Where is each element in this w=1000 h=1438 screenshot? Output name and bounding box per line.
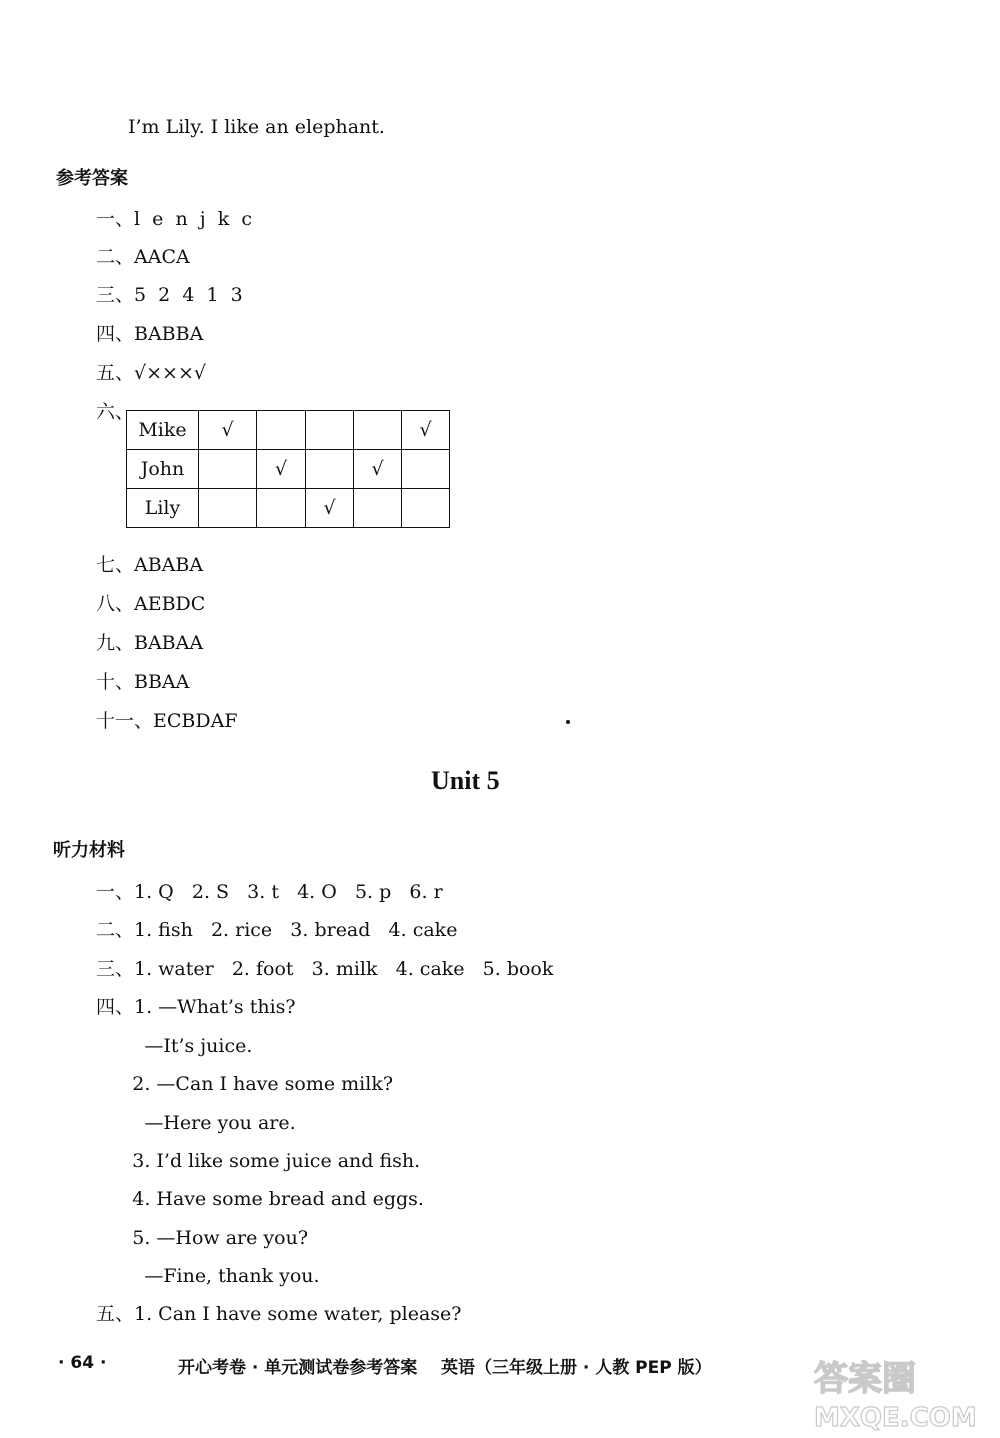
table-cell <box>306 411 354 450</box>
table-cell <box>306 450 354 489</box>
table-cell <box>402 450 450 489</box>
answer-5: 五、√×××√ <box>96 362 206 384</box>
listening-line: —It’s juice. <box>96 1035 253 1057</box>
table-cell <box>199 489 257 528</box>
listening-line: 三、1. water 2. foot 3. milk 4. cake 5. book <box>96 958 554 980</box>
table-cell <box>257 489 306 528</box>
listening-line: 4. Have some bread and eggs. <box>96 1188 424 1210</box>
table-cell: √ <box>402 411 450 450</box>
answer-3: 三、5 2 4 1 3 <box>96 284 243 306</box>
table-row-name: Mike <box>127 411 199 450</box>
table-row <box>127 489 450 528</box>
table-cell <box>199 450 257 489</box>
listening-line: —Here you are. <box>96 1112 296 1134</box>
answers-heading: 参考答案 <box>56 168 128 189</box>
listening-line: —Fine, thank you. <box>96 1265 320 1287</box>
unit-title: Unit 5 <box>431 766 500 795</box>
listening-line: 二、1. fish 2. rice 3. bread 4. cake <box>96 919 458 941</box>
answer-8: 八、AEBDC <box>96 593 206 615</box>
listening-line: 5. —How are you? <box>96 1227 309 1249</box>
table-cell <box>354 411 402 450</box>
listening-heading: 听力材料 <box>53 840 125 861</box>
table-cell <box>402 489 450 528</box>
table-cell <box>257 411 306 450</box>
table-cell: √ <box>306 489 354 528</box>
table-row-name: John <box>127 450 199 489</box>
listening-line: 一、1. Q 2. S 3. t 4. O 5. p 6. r <box>96 881 443 903</box>
footer-title: 开心考卷 · 单元测试卷参考答案 英语（三年级上册 · 人教 PEP 版） <box>178 1358 712 1378</box>
table-cell: √ <box>257 450 306 489</box>
svg-text:答案圈: 答案圈 <box>814 1359 916 1399</box>
listening-line: 五、1. Can I have some water, please? <box>96 1303 462 1325</box>
listening-line: 2. —Can I have some milk? <box>96 1073 394 1095</box>
listening-line: 四、1. —What’s this? <box>96 996 296 1018</box>
answer-2: 二、AACA <box>96 246 190 268</box>
answer-11: 十一、ECBDAF <box>96 710 238 732</box>
table-label: 六、 <box>96 401 135 423</box>
table-cell: √ <box>199 411 257 450</box>
answer-10: 十、BBAA <box>96 671 190 693</box>
listening-line: 3. I’d like some juice and fish. <box>96 1150 421 1172</box>
table-row <box>127 411 450 450</box>
stray-dot <box>566 720 570 724</box>
answer-9: 九、BABAA <box>96 632 204 654</box>
answer-7: 七、ABABA <box>96 554 204 576</box>
answer-4: 四、BABBA <box>96 323 204 345</box>
table-cell: √ <box>354 450 402 489</box>
answer-table <box>126 410 450 528</box>
answer-1: 一、l e n j k c <box>96 208 252 230</box>
table-row <box>127 450 450 489</box>
page-number: · 64 · <box>58 1353 107 1373</box>
watermark-logo <box>808 1352 996 1434</box>
intro-line: I’m Lily. I like an elephant. <box>128 116 385 138</box>
table-row-name: Lily <box>127 489 199 528</box>
svg-text:MXQE.COM: MXQE.COM <box>814 1403 977 1433</box>
table-cell <box>354 489 402 528</box>
